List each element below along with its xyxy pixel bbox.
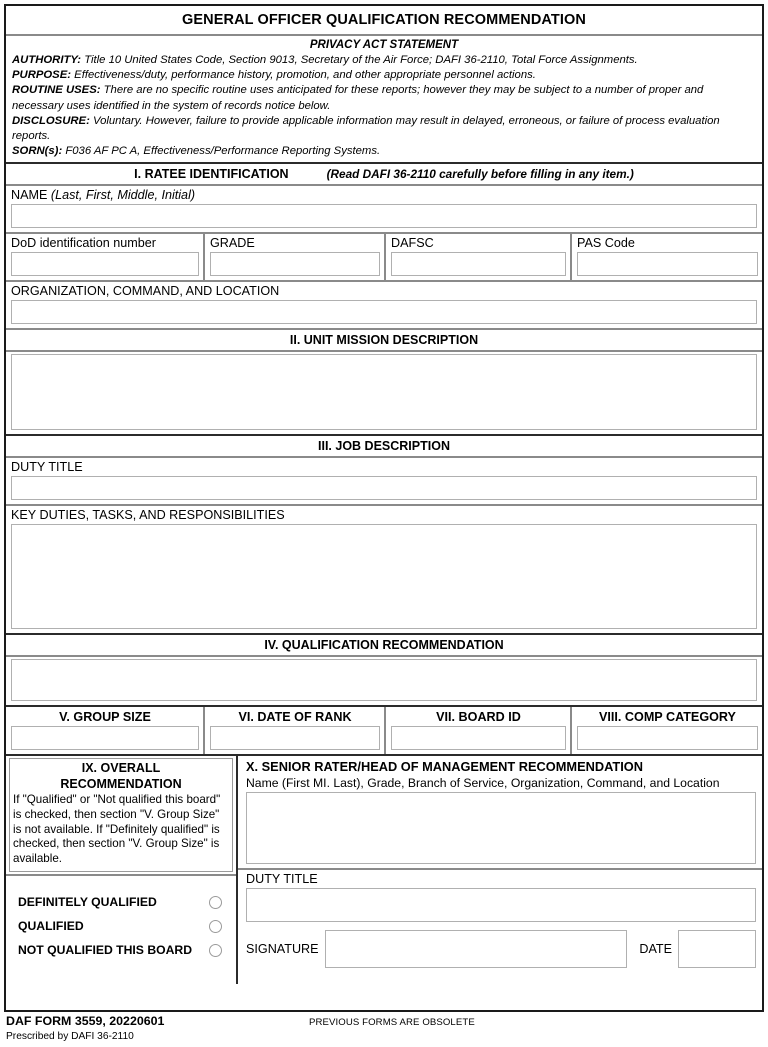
footer-form-id: DAF FORM 3559, 20220601 [6,1014,165,1028]
date-input[interactable] [678,930,756,968]
group-size-input[interactable] [11,726,199,750]
privacy-act-heading: PRIVACY ACT STATEMENT [309,39,459,51]
privacy-text-authority: Title 10 United States Code, Section 9013, Secretary of the Air Force; DAFI 36-2110, Total Force Assignments. [84,54,638,66]
date-label: DATE [639,942,672,957]
section-iii-header [6,436,762,458]
section-iv-row [6,657,762,707]
section-ix-instructions: If "Qualified" or "Not qualified this board" is checked, then section "V. Group Size" is not available. If "Definitely qualified" is checked, then section "V. Group Size" is available. [13,793,221,865]
section-iv-title: IV. QUALIFICATION RECOMMENDATION [264,638,504,653]
section-iv-header [6,635,762,657]
section-i-note: (Read DAFI 36-2110 carefully before filling in any item.) [326,167,634,182]
section-ix-note [9,758,233,872]
radio-qualified-icon[interactable] [209,920,222,933]
section-ii-header [6,330,762,352]
section-x-lower [238,868,762,984]
footer-prescribed-by: Prescribed by DAFI 36-2110 [6,1031,134,1042]
duty-title-label: DUTY TITLE [11,460,83,475]
signature-label: SIGNATURE [246,942,319,957]
section-x-name-label: Name (First MI. Last), Grade, Branch of Service, Organization, Command, and Location [246,776,720,791]
title-band [6,6,762,36]
comp-category-label: VIII. COMP CATEGORY [599,710,736,725]
footer-obsolete-note: PREVIOUS FORMS ARE OBSOLETE [309,1017,475,1028]
comp-category-input[interactable] [577,726,758,750]
radio-not-qualified-this-board-icon[interactable] [209,944,222,957]
option-qualified[interactable] [6,914,236,938]
option-label-definitely-qualified: DEFINITELY QUALIFIED [18,895,157,910]
section-x-header [238,756,762,791]
name-label-text: NAME [11,188,48,203]
dafsc-label: DAFSC [391,236,434,251]
grade-cell [205,234,386,280]
date-of-rank-label: VI. DATE OF RANK [238,710,352,725]
privacy-item-purpose [12,68,756,83]
name-label [11,187,757,204]
signature-date-row [246,930,756,968]
identification-fields-row [6,234,762,282]
section-iii-title: III. JOB DESCRIPTION [318,439,450,454]
option-definitely-qualified[interactable] [6,890,236,914]
privacy-item-routine-uses [12,83,756,113]
privacy-text-sorn: F036 AF PC A, Effectiveness/Performance Reporting Systems. [65,145,381,158]
dod-id-cell [6,234,205,280]
privacy-text-disclosure: Voluntary. However, failure to provide applicable information may result in delayed, erroneous, or failure of process evaluation reports. [12,114,720,143]
privacy-item-authority [12,53,756,68]
page-title: GENERAL OFFICER QUALIFICATION RECOMMENDATION [182,12,586,28]
privacy-item-disclosure [12,114,756,144]
organization-label: ORGANIZATION, COMMAND, AND LOCATION [11,284,280,299]
name-row [6,186,762,234]
duty-title-input[interactable] [11,476,757,500]
section-ix-title-line2: RECOMMENDATION [60,776,182,791]
board-id-label: VII. BOARD ID [436,710,521,725]
pas-code-label: PAS Code [577,236,635,251]
privacy-text-routine-uses: There are no specific routine uses anticipated for these reports; however they may be subject to a number of proper and necessary uses identified in the system of records notice below. [12,84,704,112]
key-duties-input[interactable] [11,524,757,629]
section-x [238,756,762,984]
radio-definitely-qualified-icon[interactable] [209,896,222,909]
privacy-item-sorn [12,144,756,159]
grade-label: GRADE [210,236,255,251]
section-x-duty-title-label: DUTY TITLE [246,872,318,887]
group-size-cell [6,707,205,754]
signature-input[interactable] [325,930,628,968]
key-duties-label: KEY DUTIES, TASKS, AND RESPONSIBILITIES [11,508,285,523]
section-i-title: I. RATEE IDENTIFICATION [134,167,289,182]
privacy-label-routine-uses: ROUTINE USES: [12,84,101,97]
board-id-input[interactable] [391,726,566,750]
grade-input[interactable] [210,252,380,276]
privacy-text-purpose: Effectiveness/duty, performance history, promotion, and other appropriate personnel actions. [74,69,536,82]
name-input[interactable] [11,204,757,228]
key-duties-row [6,506,762,635]
section-ii-title: II. UNIT MISSION DESCRIPTION [289,333,479,348]
duty-title-row [6,458,762,506]
privacy-act-statement [6,36,762,164]
pas-code-input[interactable] [577,252,758,276]
section-x-title: X. SENIOR RATER/HEAD OF MANAGEMENT RECOMMENDATION [246,759,643,775]
option-label-qualified: QUALIFIED [18,919,84,934]
sections-v-viii-row [6,707,762,756]
organization-row [6,282,762,330]
date-of-rank-input[interactable] [210,726,380,750]
form-footer [4,1014,764,1046]
section-ii-row [6,352,762,436]
section-x-duty-title-input[interactable] [246,888,756,922]
section-i-header [6,164,762,186]
dafsc-cell [386,234,572,280]
form-body [4,4,764,1012]
privacy-label-purpose: PURPOSE: [12,69,72,82]
section-ix [6,756,238,984]
comp-category-cell [572,707,762,754]
section-x-name-input[interactable] [246,792,756,864]
name-label-hint: (Last, First, Middle, Initial) [50,188,196,203]
dod-id-input[interactable] [11,252,199,276]
privacy-label-authority: AUTHORITY: [12,54,82,66]
group-size-label: V. GROUP SIZE [59,710,151,725]
pas-code-cell [572,234,762,280]
board-id-cell [386,707,572,754]
sections-ix-x-row [6,756,762,984]
qualification-recommendation-input[interactable] [11,659,757,701]
unit-mission-input[interactable] [11,354,757,430]
privacy-label-sorn: SORN(s): [12,145,63,158]
section-ix-title-line1: IX. OVERALL [81,761,161,776]
organization-input[interactable] [11,300,757,324]
date-of-rank-cell [205,707,386,754]
privacy-label-disclosure: DISCLOSURE: [12,114,90,127]
option-not-qualified-this-board[interactable] [6,938,236,962]
option-label-not-qualified-this-board: NOT QUALIFIED THIS BOARD [18,943,193,958]
dod-id-label: DoD identification number [11,236,156,251]
dafsc-input[interactable] [391,252,566,276]
overall-recommendation-options [6,874,236,984]
